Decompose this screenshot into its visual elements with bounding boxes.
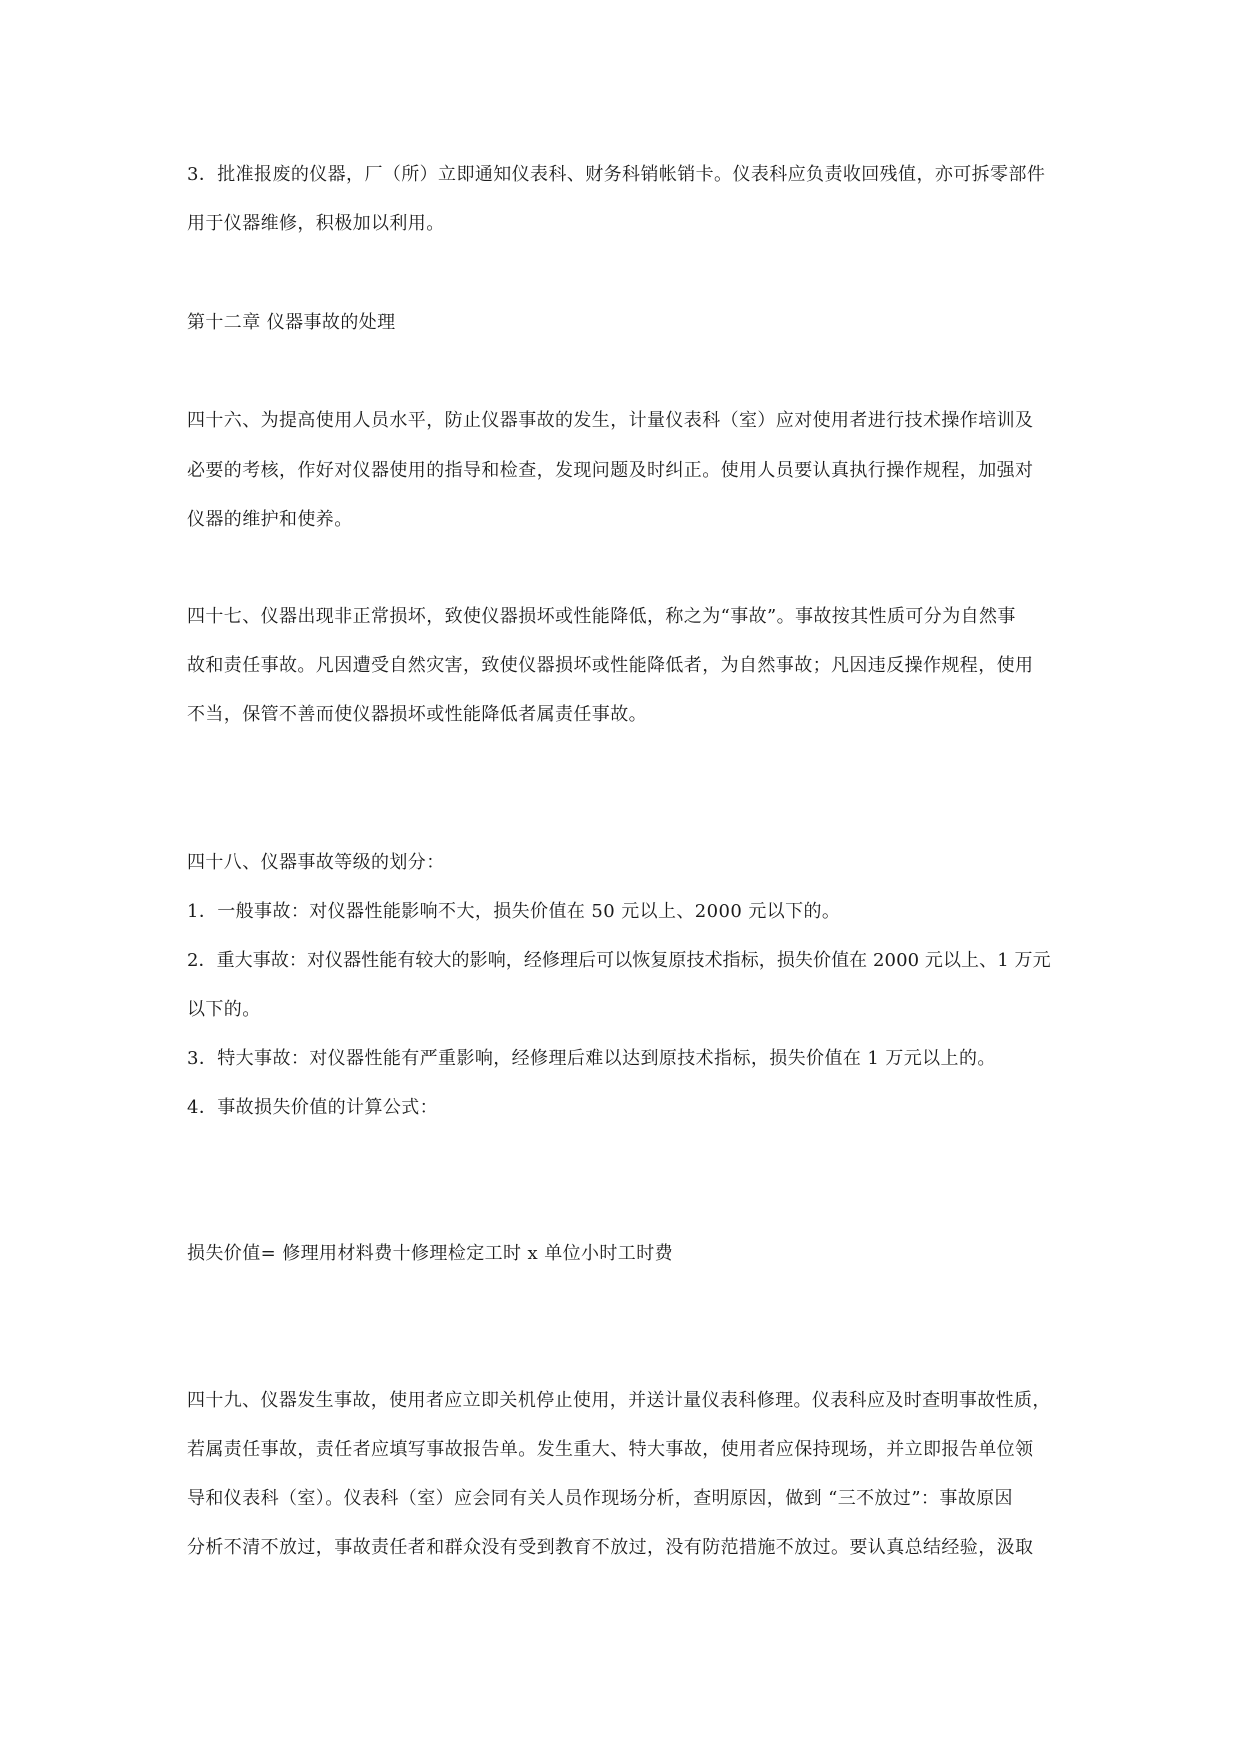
text-line: 以下的。 <box>187 999 261 1020</box>
text-line: 故和责任事故。凡因遭受自然灾害，致使仪器损坏或性能降低者，为自然事故；凡因违反操作规程，使用 <box>187 655 1034 676</box>
text-line: 不当，保管不善而使仪器损坏或性能降低者属责任事故。 <box>187 704 647 725</box>
list-item: 1．一般事故：对仪器性能影响不大，损失价值在 50 元以上、2000 元以下的。 <box>187 901 841 922</box>
text-line: 分析不清不放过，事故责任者和群众没有受到教育不放过，没有防范措施不放过。要认真总结经验，汲取 <box>187 1537 1034 1558</box>
formula-line: 损失价值= 修理用材料费十修理检定工时 x 单位小时工时费 <box>187 1243 673 1264</box>
list-item: 4．事故损失价值的计算公式： <box>187 1097 439 1118</box>
list-item: 3．特大事故：对仪器性能有严重影响，经修理后难以达到原技术指标，损失价值在 1 万元以上的。 <box>187 1048 996 1069</box>
text-line: 四十六、为提高使用人员水平，防止仪器事故的发生，计量仪表科（室）应对使用者进行技术操作培训及 <box>187 410 1034 431</box>
text-line: 若属责任事故，责任者应填写事故报告单。发生重大、特大事故，使用者应保持现场，并立即报告单位领 <box>187 1439 1034 1460</box>
text-line: 用于仪器维修，积极加以利用。 <box>187 213 445 234</box>
text-line: 四十九、仪器发生事故，使用者应立即关机停止使用，并送计量仪表科修理。仪表科应及时查明事故性质， <box>187 1390 1051 1411</box>
text-line: 四十八、仪器事故等级的划分： <box>187 852 445 873</box>
text-line: 仪器的维护和使养。 <box>187 509 353 530</box>
text-line: 3．批准报废的仪器，厂（所）立即通知仪表科、财务科销帐销卡。仪表科应负责收回残值，亦可拆零部件 <box>187 164 1046 185</box>
text-line: 必要的考核，作好对仪器使用的指导和检查，发现问题及时纠正。使用人员要认真执行操作规程，加强对 <box>187 460 1034 481</box>
list-item: 2．重大事故：对仪器性能有较大的影响，经修理后可以恢复原技术指标，损失价值在 2000 元以上、1 万元 <box>187 950 1051 971</box>
chapter-heading: 第十二章 仪器事故的处理 <box>187 312 396 333</box>
text-line: 四十七、仪器出现非正常损坏，致使仪器损坏或性能降低，称之为“事故”。事故按其性质可分为自然事 <box>187 606 1016 627</box>
text-line: 导和仪表科（室）。仪表科（室）应会同有关人员作现场分析，查明原因，做到 “三不放过”：事故原因 <box>187 1488 1013 1509</box>
